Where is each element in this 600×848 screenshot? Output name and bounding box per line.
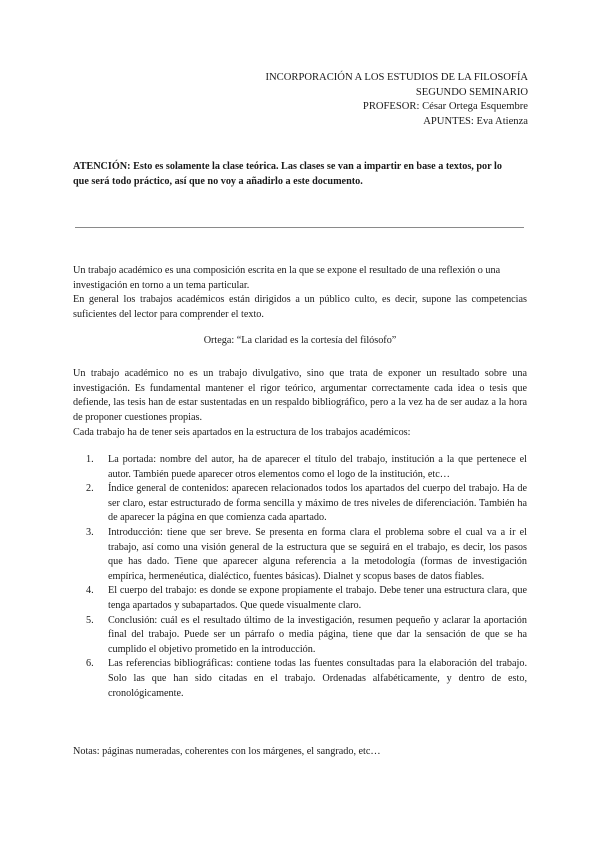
list-item xyxy=(86,584,527,613)
paragraph-rigor: Un trabajo académico no es un trabajo divulgativo, sino que trata de exponer un resultado sobre una investigación. Es fundamental mantener el rigor teórico, argumentar correctamente cada idea o tesis que defiende, las tesis han de estar sustentadas en un respaldo bibliográfico, pero a la vez ha de ser audaz a la hora de proponer cuestiones propias. xyxy=(73,368,527,423)
document-header xyxy=(208,71,528,129)
sections-list xyxy=(86,453,527,701)
list-number: 6. xyxy=(86,658,94,670)
list-item-text: Índice general de contenidos: aparecen relacionados todos los apartados del cuerpo del trabajo. Ha de ser claro, estar estructurado de forma sencilla y máximo de tres niveles de diferenciación. También ha de aparecer la página en que comienza cada apartado. xyxy=(108,483,527,524)
course-title: INCORPORACIÓN A LOS ESTUDIOS DE LA FILOSOFÍA xyxy=(265,72,528,83)
list-item xyxy=(86,526,527,584)
list-number: 4. xyxy=(86,585,94,597)
list-item-text: Conclusión: cuál es el resultado último de la investigación, resumen pequeño y aclarar la aportación final del trabajo. Puede ser un párrafo o media página, tiene que dar la sensación de que se ha cumplido el objetivo prometido en la introducción. xyxy=(108,614,527,655)
notes-author-line: APUNTES: Eva Atienza xyxy=(423,115,528,127)
paragraph-audience: En general los trabajos académicos están dirigidos a un público culto, es decir, supone las competencias suficientes del lector para comprender el texto. xyxy=(73,294,527,320)
list-number: 2. xyxy=(86,483,94,495)
ortega-quote: Ortega: “La claridad es la cortesía del filósofo” xyxy=(203,335,397,346)
list-item-text: El cuerpo del trabajo: es donde se expone propiamente el trabajo. Debe tener una estructura clara, que tenga apartados y subapartados. Que quede visualmente claro. xyxy=(108,585,527,611)
list-item xyxy=(86,482,527,526)
attention-notice: ATENCIÓN: Esto es solamente la clase teórica. Las clases se van a impartir en base a textos, por lo que será todo práctico, así que no voy a añadirlo a este documento. xyxy=(73,161,502,187)
list-item-text: La portada: nombre del autor, ha de aparecer el título del trabajo, institución a la que pertenece el autor. También puede aparecer otros elementos como el logo de la institución, etc… xyxy=(108,454,527,480)
list-item xyxy=(86,614,527,658)
list-item-text: Introducción: tiene que ser breve. Se presenta en forma clara el problema sobre el cual va a ir el trabajo, así como una visión general de la estructura que se seguirá en el trabajo, es decir, los pasos que has dado. Tiene que aparecer alguna referencia a la metodología (formas de investigación empírica, hermenéutica, dialéctico, fuentes básicas). Dialnet y scopus bases de datos fiables. xyxy=(108,526,527,582)
list-item-text: Las referencias bibliográficas: contiene todas las fuentes consultadas para la elaboración del trabajo. Solo las que han sido citadas en el trabajo. Ordenadas alfabéticamente, y dentro de esto, cronológicamente. xyxy=(108,658,527,699)
list-item xyxy=(86,453,527,482)
seminar-title: SEGUNDO SEMINARIO xyxy=(415,86,528,98)
list-item xyxy=(86,657,527,701)
list-number: 5. xyxy=(86,614,94,626)
paragraph-definition: Un trabajo académico es una composición escrita en la que se expone el resultado de una reflexión o una investigación en torno a un tema particular. xyxy=(73,265,501,291)
professor-line: PROFESOR: César Ortega Esquembre xyxy=(362,101,528,113)
list-number: 3. xyxy=(86,526,94,538)
horizontal-divider xyxy=(75,227,524,228)
paragraph-sections-intro: Cada trabajo ha de tener seis apartados en la estructura de los trabajos académicos: xyxy=(73,427,411,438)
notes-line: Notas: páginas numeradas, coherentes con los márgenes, el sangrado, etc… xyxy=(73,746,381,757)
list-number: 1. xyxy=(86,454,94,465)
